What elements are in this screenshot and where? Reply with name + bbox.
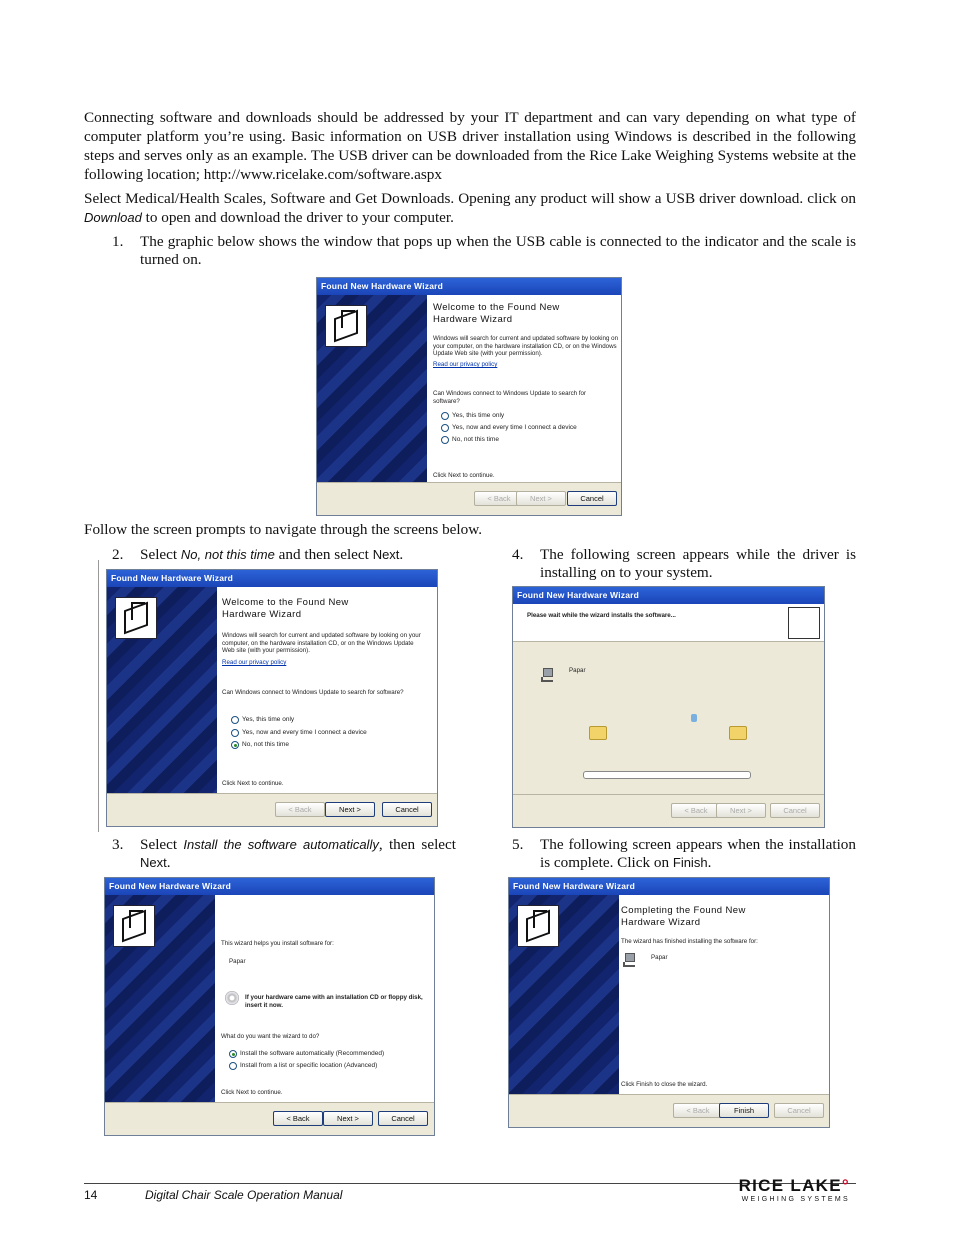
- logo-tagline: WEIGHING SYSTEMS: [741, 1196, 850, 1203]
- wizard-content: [513, 642, 824, 795]
- installing-heading: Please wait while the wizard installs the software...: [527, 612, 676, 619]
- back-button[interactable]: < Back: [671, 803, 721, 818]
- step-number: 4.: [512, 546, 524, 563]
- window-titlebar: Found New Hardware Wizard: [105, 878, 434, 895]
- wizard-question: Can Windows connect to Windows Update to search for software?: [222, 689, 404, 696]
- flying-file-icon: [691, 714, 697, 722]
- step-2: [112, 546, 456, 564]
- step-text: [540, 836, 856, 872]
- download-text-a: Select Medical/Health Scales, Software and Get Downloads. Opening any product will show a USB driver download. click on: [84, 190, 856, 207]
- wizard-question: Can Windows connect to Windows Update to search for software?: [433, 390, 587, 405]
- back-button[interactable]: < Back: [275, 802, 325, 817]
- step-number: 2.: [112, 546, 124, 563]
- wizard-footer: [509, 1094, 829, 1127]
- radio-yes-this-time[interactable]: Yes, this time only: [441, 411, 504, 420]
- step-3: [112, 836, 456, 872]
- next-button[interactable]: Next >: [516, 491, 566, 506]
- back-button[interactable]: < Back: [673, 1103, 723, 1118]
- step-text-e: .: [166, 854, 171, 871]
- click-next-text: Click Next to continue.: [221, 1089, 283, 1096]
- radio-install-automatically[interactable]: Install the software automatically (Recommended): [229, 1049, 384, 1058]
- click-finish-text: Click Finish to close the wizard.: [621, 1081, 708, 1088]
- step-text-c: , then select: [378, 836, 456, 853]
- window-titlebar: Found New Hardware Wizard: [317, 278, 621, 295]
- step-text: The following screen appears while the driver is installing on to your system.: [540, 546, 856, 581]
- cancel-button[interactable]: Cancel: [774, 1103, 824, 1118]
- back-button[interactable]: < Back: [474, 491, 524, 506]
- source-folder-icon: [589, 726, 607, 740]
- wizard-header-band: [513, 604, 824, 642]
- wizard-window-complete: [508, 877, 830, 1128]
- button-name: Finish: [672, 855, 708, 870]
- privacy-link[interactable]: Read our privacy policy: [222, 659, 287, 666]
- cancel-button[interactable]: Cancel: [770, 803, 820, 818]
- step-1: [112, 233, 856, 271]
- next-button[interactable]: Next >: [716, 803, 766, 818]
- radio-no-not-this-time[interactable]: No, not this time: [231, 740, 289, 749]
- wizard-sidebar: [107, 587, 217, 794]
- window-titlebar: Found New Hardware Wizard: [513, 587, 824, 604]
- margin-rule: [98, 560, 99, 832]
- wizard-heading: Completing the Found New Hardware Wizard: [621, 905, 746, 928]
- wizard-sidebar: [317, 295, 427, 483]
- helps-install-text: This wizard helps you install software for:: [221, 940, 334, 947]
- radio-yes-this-time[interactable]: Yes, this time only: [231, 715, 294, 724]
- wizard-footer: [317, 482, 621, 515]
- radio-yes-every-time[interactable]: Yes, now and every time I connect a device: [231, 728, 367, 737]
- cd-notice: If your hardware came with an installation CD or floppy disk, insert it now.: [245, 994, 423, 1009]
- document-title: Digital Chair Scale Operation Manual: [145, 1188, 343, 1202]
- step-text-c: .: [707, 854, 712, 871]
- download-paragraph: [84, 189, 856, 227]
- device-plug-icon: [541, 668, 555, 682]
- step-text-a: Select: [140, 836, 184, 853]
- logo-mark: °: [841, 1176, 850, 1195]
- download-text-c: to open and download the driver to your computer.: [141, 209, 454, 226]
- step-text: [140, 546, 456, 564]
- step-text-e: .: [399, 546, 404, 563]
- destination-folder-icon: [729, 726, 747, 740]
- device-name: Papar: [651, 954, 668, 961]
- wizard-sidebar: [509, 895, 619, 1095]
- step-text: [140, 836, 456, 872]
- radio-install-specific-location[interactable]: Install from a list or specific location (Advanced): [229, 1061, 377, 1070]
- logo-wordmark: RICE LAKE: [738, 1176, 842, 1195]
- wizard-body: Windows will search for current and updated software by looking on your computer, on the hardware installation CD, or on the Windows Update Web site (with your permission).: [433, 335, 619, 357]
- step-number: 5.: [512, 836, 524, 853]
- hardware-icon: [788, 607, 820, 639]
- step-text-a: Select: [140, 546, 181, 563]
- option-name: No, not this time: [180, 547, 275, 562]
- wizard-window-welcome: [316, 277, 622, 516]
- wizard-sidebar: [105, 895, 215, 1103]
- cancel-button[interactable]: Cancel: [382, 802, 432, 817]
- step-text: The graphic below shows the window that pops up when the USB cable is connected to the indicator and the scale is turned on.: [140, 233, 856, 268]
- device-plug-icon: [623, 953, 637, 967]
- step-4: [512, 546, 856, 582]
- hardware-icon: [326, 306, 366, 346]
- window-titlebar: Found New Hardware Wizard: [107, 570, 437, 587]
- step-5: [512, 836, 856, 872]
- hardware-icon: [116, 598, 156, 638]
- next-button[interactable]: Next >: [323, 1111, 373, 1126]
- wizard-content: [427, 295, 621, 483]
- wizard-body: Windows will search for current and updated software by looking on your computer, on the hardware installation CD, or on the Windows Update Web site (with your permission).: [222, 632, 421, 654]
- follow-prompts-text: Follow the screen prompts to navigate through the screens below.: [84, 521, 483, 538]
- wizard-heading: Welcome to the Found New Hardware Wizard: [222, 597, 349, 620]
- wizard-window-installing: [512, 586, 825, 828]
- button-name: Next: [140, 855, 167, 870]
- next-button[interactable]: Next >: [325, 802, 375, 817]
- wizard-footer: [107, 793, 437, 826]
- privacy-link[interactable]: Read our privacy policy: [433, 361, 498, 368]
- radio-yes-every-time[interactable]: Yes, now and every time I connect a device: [441, 423, 577, 432]
- intro-paragraph: Connecting software and downloads should be addressed by your IT department and can vary depending on what type of computer platform you’re using. Basic information on USB driver installation using Windows is described in the following steps and serves only as an example. The USB driver can be downloaded from the Rice Lake Weighing Systems website at the following location; http://www.ricelake.com/software.aspx: [84, 109, 856, 183]
- click-next-text: Click Next to continue.: [222, 780, 284, 787]
- wizard-footer: [105, 1102, 434, 1135]
- hardware-icon: [114, 906, 154, 946]
- window-titlebar: Found New Hardware Wizard: [509, 878, 829, 895]
- wizard-content: [619, 895, 829, 1095]
- back-button[interactable]: < Back: [273, 1111, 323, 1126]
- wizard-window-install-software: [104, 877, 435, 1136]
- hardware-icon: [518, 906, 558, 946]
- step-text-a: The following screen appears when the installation is complete. Click on: [540, 836, 856, 871]
- step-number: 1.: [112, 233, 124, 250]
- what-do-question: What do you want the wizard to do?: [221, 1033, 320, 1040]
- install-progress-bar: [583, 771, 751, 779]
- finished-install-text: The wizard has finished installing the software for:: [621, 938, 758, 945]
- rice-lake-logo: [716, 1176, 850, 1194]
- download-link-text: Download: [84, 210, 142, 225]
- cancel-button[interactable]: Cancel: [378, 1111, 428, 1126]
- wizard-heading: Welcome to the Found New Hardware Wizard: [433, 302, 560, 325]
- wizard-window-no-selected: [106, 569, 438, 827]
- step-number: 3.: [112, 836, 124, 853]
- button-name: Next: [372, 547, 400, 562]
- radio-no-not-this-time[interactable]: No, not this time: [441, 435, 499, 444]
- finish-button[interactable]: Finish: [719, 1103, 769, 1118]
- device-name: Papar: [569, 667, 586, 674]
- click-next-text: Click Next to continue.: [433, 472, 495, 479]
- wizard-content: [217, 587, 437, 794]
- device-name: Papar: [229, 958, 246, 965]
- page-number: 14: [84, 1188, 98, 1202]
- wizard-footer: [513, 794, 824, 827]
- cancel-button[interactable]: Cancel: [567, 491, 617, 506]
- wizard-content: [215, 895, 434, 1103]
- option-name: Install the software automatically: [183, 837, 379, 852]
- cd-icon: [225, 991, 239, 1005]
- step-text-c: and then select: [274, 546, 373, 563]
